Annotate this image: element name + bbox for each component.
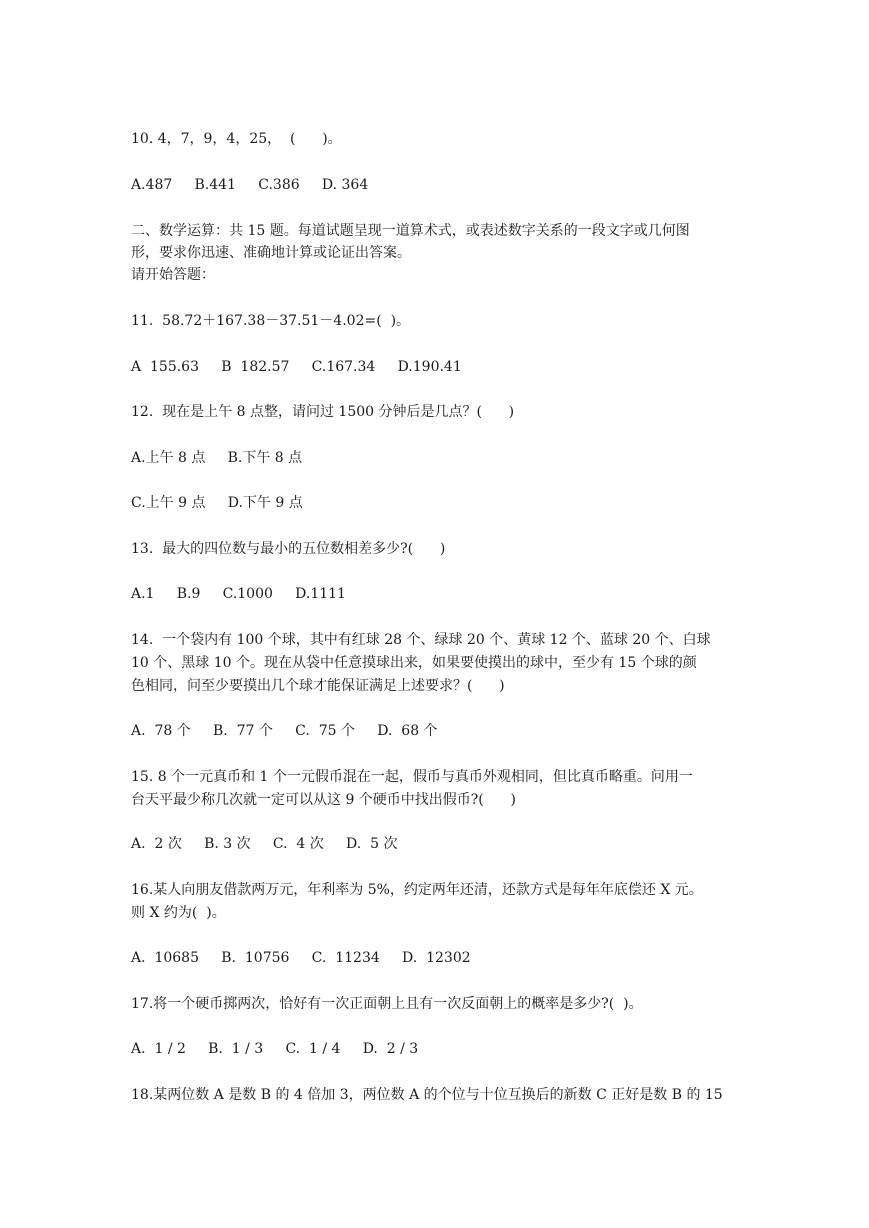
- q18-question: 18.某两位数 A 是数 B 的 4 倍加 3，两位数 A 的个位与十位互换后的新数 C 正好是数 B 的 15: [131, 1087, 723, 1103]
- q12-options-row-2: C.上午 9 点 D.下午 9 点: [131, 495, 303, 511]
- q14-question-line-3: 色相同，问至少要摸出几个球才能保证满足上述要求？( ): [131, 678, 505, 694]
- q13-question: 13. 最大的四位数与最小的五位数相差多少?( ): [131, 541, 446, 557]
- q14-question-line-1: 14. 一个袋内有 100 个球，其中有红球 28 个、绿球 20 个、黄球 12 个、蓝球 20 个、白球: [131, 632, 711, 648]
- q15-options: A. 2 次 B. 3 次 C. 4 次 D. 5 次: [131, 836, 398, 852]
- q10-question: 10. 4，7，9，4，25， ( )。: [131, 131, 342, 147]
- q17-question: 17.将一个硬币掷两次，恰好有一次正面朝上且有一次反面朝上的概率是多少?( )。: [131, 996, 643, 1012]
- q10-options: A.487 B.441 C.386 D. 364: [131, 177, 369, 193]
- q16-question-line-1: 16.某人向朋友借款两万元，年利率为 5%，约定两年还清，还款方式是每年年底偿还 X 元。: [131, 882, 703, 898]
- q16-question-line-2: 则 X 约为( )。: [131, 905, 226, 921]
- q11-question: 11. 58.72＋167.38－37.51－4.02=( )。: [131, 313, 411, 329]
- section-intro-line-3: 请开始答题：: [131, 267, 215, 283]
- q13-options: A.1 B.9 C.1000 D.1111: [131, 586, 346, 602]
- q17-options: A. 1 / 2 B. 1 / 3 C. 1 / 4 D. 2 / 3: [131, 1041, 419, 1057]
- section-intro-line-2: 形，要求你迅速、准确地计算或论证出答案。: [131, 245, 411, 261]
- q14-question-line-2: 10 个、黑球 10 个。现在从袋中任意摸球出来，如果要使摸出的球中，至少有 15 个球的颜: [131, 655, 697, 671]
- q12-question: 12. 现在是上午 8 点整，请问过 1500 分钟后是几点？( ): [131, 404, 515, 420]
- q12-options-row-1: A.上午 8 点 B.下午 8 点: [131, 450, 303, 466]
- q15-question-line-2: 台天平最少称几次就一定可以从这 9 个硬币中找出假币?( ): [131, 792, 516, 808]
- q11-options: A 155.63 B 182.57 C.167.34 D.190.41: [131, 359, 462, 375]
- section-intro-line-1: 二、数学运算：共 15 题。每道试题呈现一道算术式，或表述数字关系的一段文字或几何图: [131, 223, 690, 239]
- q15-question-line-1: 15. 8 个一元真币和 1 个一元假币混在一起，假币与真币外观相同，但比真币略重。问用一: [131, 769, 693, 785]
- q14-options: A. 78 个 B. 77 个 C. 75 个 D. 68 个: [131, 723, 438, 739]
- q16-options: A. 10685 B. 10756 C. 11234 D. 12302: [131, 950, 471, 966]
